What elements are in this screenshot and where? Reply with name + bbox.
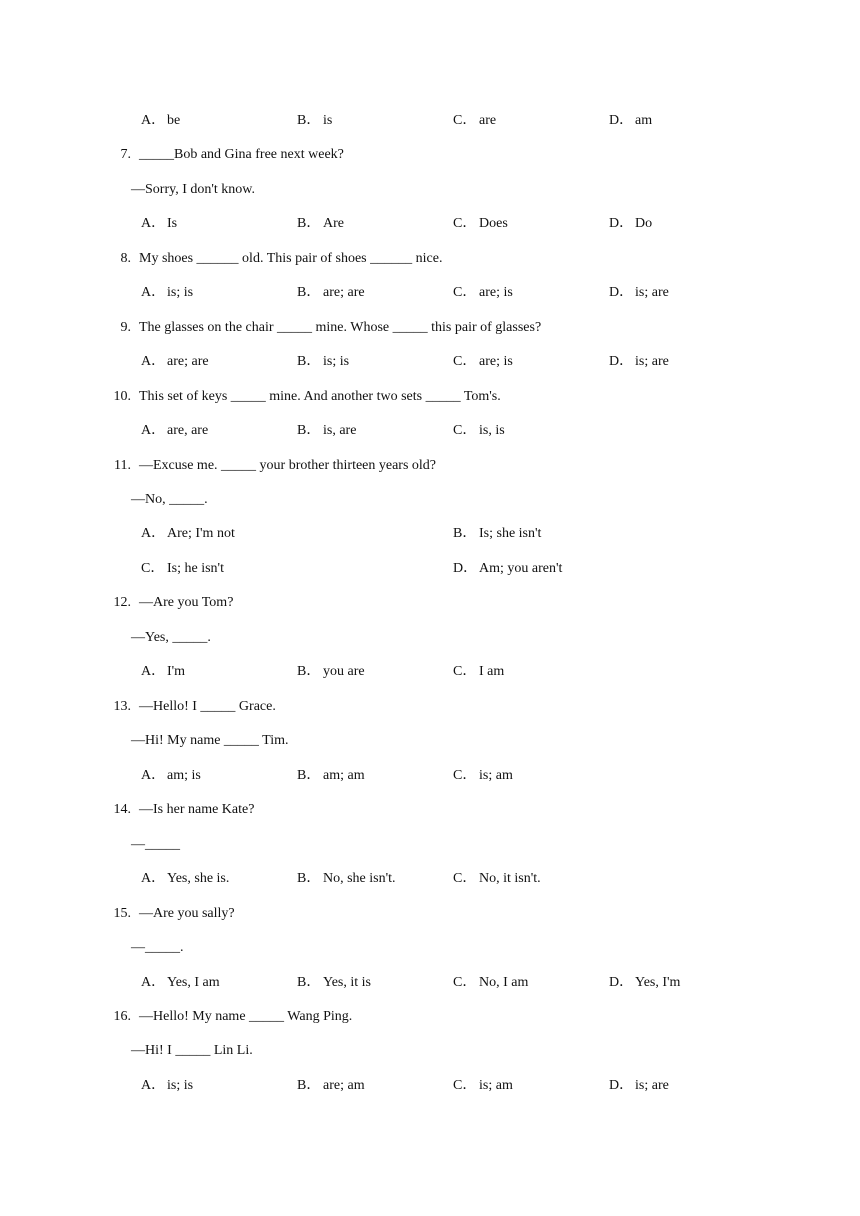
question-stem: —Is her name Kate? bbox=[139, 802, 255, 817]
option-text: be bbox=[167, 113, 181, 128]
answer-option bbox=[297, 1077, 365, 1095]
option-text: is; am bbox=[479, 1078, 513, 1093]
option-letter: D． bbox=[609, 216, 634, 231]
answer-option bbox=[609, 974, 680, 992]
option-text: is, is bbox=[479, 423, 505, 438]
question-stem: —Excuse me. _____ your brother thirteen years old? bbox=[139, 458, 437, 473]
question-number: 7. bbox=[120, 147, 131, 162]
option-text: I am bbox=[479, 664, 505, 679]
option-letter: D． bbox=[609, 113, 634, 128]
question-number: 12. bbox=[113, 595, 131, 610]
option-letter: C． bbox=[453, 664, 477, 679]
answer-option bbox=[453, 663, 504, 681]
option-text: Are; I'm not bbox=[167, 526, 235, 541]
option-letter: C． bbox=[453, 1078, 477, 1093]
option-letter: B． bbox=[297, 768, 321, 783]
option-text: are, are bbox=[167, 423, 209, 438]
answer-option bbox=[609, 1077, 669, 1095]
option-letter: D． bbox=[609, 285, 634, 300]
option-letter: A． bbox=[141, 113, 166, 128]
option-text: Yes, I am bbox=[167, 975, 220, 990]
answer-option bbox=[453, 215, 508, 233]
answer-option bbox=[609, 284, 669, 302]
answer-option bbox=[453, 560, 562, 578]
option-text: are; are bbox=[323, 285, 365, 300]
option-text: is; am bbox=[479, 768, 513, 783]
dialogue-reply: —Yes, _____. bbox=[131, 630, 211, 645]
option-letter: B． bbox=[453, 526, 477, 541]
answer-option bbox=[453, 525, 541, 543]
answer-option bbox=[141, 870, 229, 888]
option-text: Yes, I'm bbox=[635, 975, 681, 990]
option-letter: A． bbox=[141, 354, 166, 369]
option-letter: D． bbox=[609, 1078, 634, 1093]
answer-option bbox=[453, 112, 496, 130]
option-text: is; are bbox=[635, 354, 669, 369]
question-number: 15. bbox=[113, 906, 131, 921]
option-text: is; is bbox=[323, 354, 350, 369]
option-text: No, she isn't. bbox=[323, 871, 396, 886]
option-letter: C． bbox=[453, 354, 477, 369]
answer-option bbox=[297, 353, 349, 371]
option-letter: B． bbox=[297, 285, 321, 300]
dialogue-reply: —_____ bbox=[131, 837, 180, 852]
option-text: is, are bbox=[323, 423, 357, 438]
option-text: Yes, she is. bbox=[167, 871, 230, 886]
option-text: Are bbox=[323, 216, 344, 231]
option-letter: C． bbox=[453, 975, 477, 990]
answer-option bbox=[297, 215, 344, 233]
option-letter: A． bbox=[141, 526, 166, 541]
answer-option bbox=[297, 663, 365, 681]
option-text: Am; you aren't bbox=[479, 561, 563, 576]
option-text: No, it isn't. bbox=[479, 871, 541, 886]
answer-option bbox=[141, 112, 180, 130]
dialogue-reply: —_____. bbox=[131, 940, 184, 955]
option-text: are bbox=[479, 113, 497, 128]
answer-option bbox=[297, 422, 356, 440]
answer-option bbox=[141, 767, 201, 785]
option-text: is; are bbox=[635, 285, 669, 300]
option-letter: A． bbox=[141, 975, 166, 990]
option-letter: B． bbox=[297, 113, 321, 128]
option-letter: A． bbox=[141, 664, 166, 679]
answer-option bbox=[141, 663, 185, 681]
question-stem: My shoes ______ old. This pair of shoes ______ nice. bbox=[139, 251, 443, 266]
option-text: Is; she isn't bbox=[479, 526, 542, 541]
answer-option bbox=[141, 1077, 193, 1095]
option-letter: D． bbox=[609, 975, 634, 990]
option-text: am; is bbox=[167, 768, 201, 783]
option-letter: C． bbox=[453, 871, 477, 886]
answer-option bbox=[297, 767, 365, 785]
option-text: is; is bbox=[167, 1078, 194, 1093]
question-number: 13. bbox=[113, 699, 131, 714]
answer-option bbox=[141, 353, 209, 371]
answer-option bbox=[453, 422, 505, 440]
answer-option bbox=[297, 112, 332, 130]
answer-option bbox=[297, 870, 396, 888]
answer-option bbox=[453, 284, 513, 302]
option-letter: C． bbox=[453, 423, 477, 438]
option-letter: C． bbox=[453, 768, 477, 783]
option-text: Is bbox=[167, 216, 178, 231]
question-number: 8. bbox=[120, 251, 131, 266]
answer-option bbox=[453, 353, 513, 371]
answer-option bbox=[609, 215, 652, 233]
option-letter: B． bbox=[297, 975, 321, 990]
option-text: are; is bbox=[479, 354, 513, 369]
option-letter: C． bbox=[453, 285, 477, 300]
option-letter: B． bbox=[297, 216, 321, 231]
option-text: am; am bbox=[323, 768, 365, 783]
answer-option bbox=[609, 353, 669, 371]
answer-option bbox=[453, 1077, 513, 1095]
option-text: No, I am bbox=[479, 975, 529, 990]
option-letter: A． bbox=[141, 423, 166, 438]
question-stem: _____Bob and Gina free next week? bbox=[139, 147, 344, 162]
option-text: am bbox=[635, 113, 653, 128]
answer-option bbox=[141, 525, 235, 543]
answer-option bbox=[141, 215, 177, 233]
question-number: 9. bbox=[120, 320, 131, 335]
question-stem: —Are you Tom? bbox=[139, 595, 234, 610]
option-letter: C． bbox=[453, 216, 477, 231]
question-stem: —Are you sally? bbox=[139, 906, 235, 921]
question-stem: —Hello! I _____ Grace. bbox=[139, 699, 276, 714]
dialogue-reply: —No, _____. bbox=[131, 492, 208, 507]
answer-option bbox=[453, 767, 513, 785]
question-number: 14. bbox=[113, 802, 131, 817]
option-letter: B． bbox=[297, 1078, 321, 1093]
option-text: Is; he isn't bbox=[167, 561, 224, 576]
answer-option bbox=[453, 974, 528, 992]
answer-option bbox=[141, 974, 220, 992]
option-text: Do bbox=[635, 216, 653, 231]
option-letter: B． bbox=[297, 423, 321, 438]
option-letter: C． bbox=[453, 113, 477, 128]
option-text: I'm bbox=[167, 664, 186, 679]
option-text: is; are bbox=[635, 1078, 669, 1093]
option-text: is bbox=[323, 113, 333, 128]
option-text: is; is bbox=[167, 285, 194, 300]
option-letter: A． bbox=[141, 871, 166, 886]
option-letter: A． bbox=[141, 285, 166, 300]
question-stem: This set of keys _____ mine. And another two sets _____ Tom's. bbox=[139, 389, 501, 404]
option-letter: A． bbox=[141, 1078, 166, 1093]
answer-option bbox=[141, 560, 224, 578]
question-stem: The glasses on the chair _____ mine. Whose _____ this pair of glasses? bbox=[139, 320, 542, 335]
question-number: 16. bbox=[113, 1009, 131, 1024]
option-letter: B． bbox=[297, 871, 321, 886]
option-letter: D． bbox=[453, 561, 478, 576]
option-text: are; are bbox=[167, 354, 209, 369]
dialogue-reply: —Sorry, I don't know. bbox=[131, 182, 255, 197]
question-number: 10. bbox=[113, 389, 131, 404]
option-text: Yes, it is bbox=[323, 975, 371, 990]
option-letter: B． bbox=[297, 354, 321, 369]
answer-option bbox=[453, 870, 541, 888]
question-number: 11. bbox=[114, 458, 131, 473]
option-letter: B． bbox=[297, 664, 321, 679]
dialogue-reply: —Hi! I _____ Lin Li. bbox=[131, 1043, 253, 1058]
answer-option bbox=[141, 284, 193, 302]
option-text: are; is bbox=[479, 285, 513, 300]
dialogue-reply: —Hi! My name _____ Tim. bbox=[131, 733, 289, 748]
option-letter: C． bbox=[141, 561, 165, 576]
answer-option bbox=[297, 974, 371, 992]
option-letter: A． bbox=[141, 768, 166, 783]
option-letter: A． bbox=[141, 216, 166, 231]
question-stem: —Hello! My name _____ Wang Ping. bbox=[139, 1009, 353, 1024]
option-text: are; am bbox=[323, 1078, 365, 1093]
option-letter: D． bbox=[609, 354, 634, 369]
answer-option bbox=[297, 284, 365, 302]
answer-option bbox=[609, 112, 652, 130]
answer-option bbox=[141, 422, 208, 440]
option-text: Does bbox=[479, 216, 508, 231]
option-text: you are bbox=[323, 664, 365, 679]
